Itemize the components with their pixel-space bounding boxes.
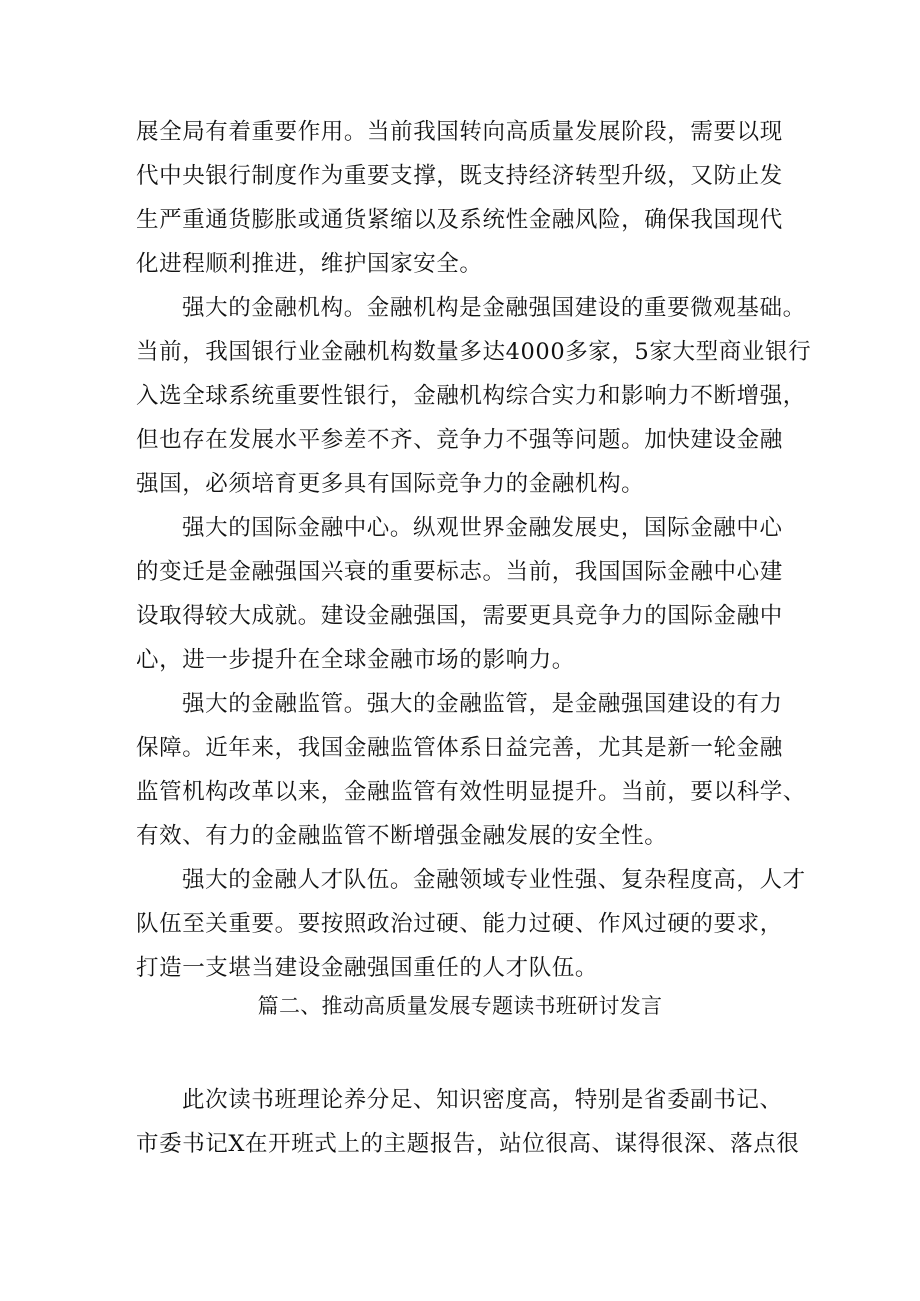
paragraph-5-line-1: 强大的金融人才队伍。金融领域专业性强、复杂程度高，人才 bbox=[182, 867, 806, 893]
paragraph-3-line-4: 心，进一步提升在全球金融市场的影响力。 bbox=[136, 647, 575, 673]
paragraph-6-line-2: 市委书记X在开班式上的主题报告，站位很高、谋得很深、落点很 bbox=[136, 1131, 800, 1157]
paragraph-4-line-4: 有效、有力的金融监管不断增强金融发展的安全性。 bbox=[136, 823, 668, 849]
paragraph-5-line-3: 打造一支堪当建设金融强国重任的人才队伍。 bbox=[136, 955, 599, 981]
paragraph-4-line-3: 监管机构改革以来，金融监管有效性明显提升。当前，要以科学、 bbox=[136, 779, 806, 805]
paragraph-1-line-2: 代中央银行制度作为重要支撑，既支持经济转型升级，又防止发 bbox=[136, 163, 783, 189]
paragraph-3-line-2: 的变迁是金融强国兴衰的重要标志。当前，我国国际金融中心建 bbox=[136, 559, 783, 585]
paragraph-5-line-2: 队伍至关重要。要按照政治过硬、能力过硬、作风过硬的要求， bbox=[136, 911, 783, 937]
paragraph-3-line-3: 设取得较大成就。建设金融强国，需要更具竞争力的国际金融中 bbox=[136, 603, 783, 629]
section-heading: 篇二、推动高质量发展专题读书班研讨发言 bbox=[257, 994, 663, 1018]
paragraph-2-line-4: 但也存在发展水平参差不齐、竞争力不强等问题。加快建设金融 bbox=[136, 427, 783, 453]
paragraph-2-line-3: 入选全球系统重要性银行，金融机构综合实力和影响力不断增强， bbox=[136, 383, 806, 409]
paragraph-4-line-1: 强大的金融监管。强大的金融监管，是金融强国建设的有力 bbox=[182, 691, 783, 717]
paragraph-3-line-1: 强大的国际金融中心。纵观世界金融发展史，国际金融中心 bbox=[182, 515, 783, 541]
paragraph-2-line-2: 当前，我国银行业金融机构数量多达4000多家，5家大型商业银行 bbox=[136, 339, 812, 365]
paragraph-1-line-3: 生严重通货膨胀或通货紧缩以及系统性金融风险，确保我国现代 bbox=[136, 207, 783, 233]
paragraph-2-line-5: 强国，必须培育更多具有国际竞争力的金融机构。 bbox=[136, 471, 645, 497]
paragraph-1-line-4: 化进程顺利推进，维护国家安全。 bbox=[136, 251, 483, 277]
paragraph-1-line-1: 展全局有着重要作用。当前我国转向高质量发展阶段，需要以现 bbox=[136, 119, 783, 145]
paragraph-6-line-1: 此次读书班理论养分足、知识密度高，特别是省委副书记、 bbox=[182, 1087, 783, 1113]
paragraph-4-line-2: 保障。近年来，我国金融监管体系日益完善，尤其是新一轮金融 bbox=[136, 735, 783, 761]
paragraph-2-line-1: 强大的金融机构。金融机构是金融强国建设的重要微观基础。 bbox=[182, 295, 806, 321]
